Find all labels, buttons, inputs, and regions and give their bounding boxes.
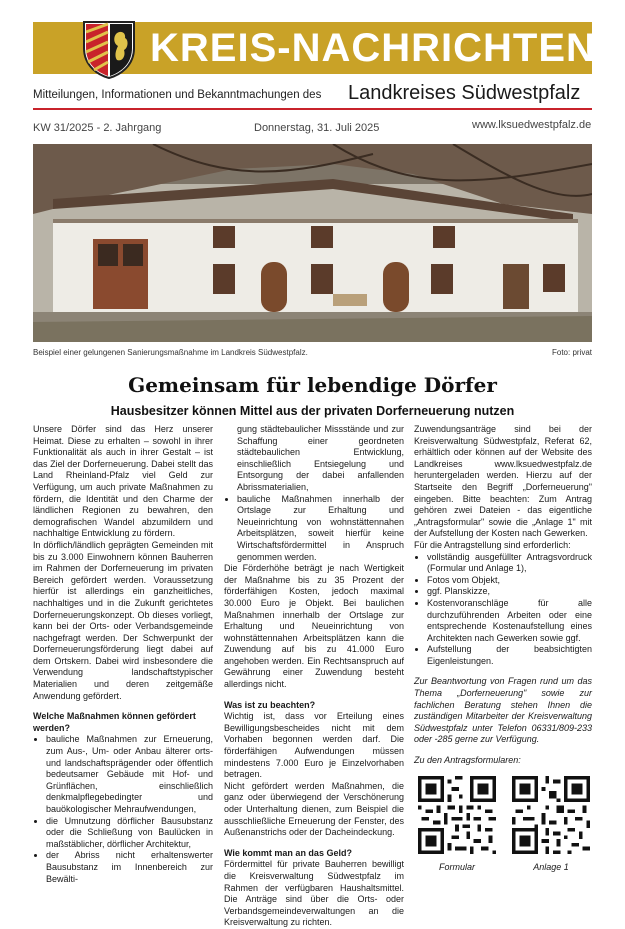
article-column-3 <box>414 424 592 767</box>
qr-code-formular-icon[interactable] <box>418 776 496 854</box>
article-headline: Gemeinsam für lebendige Dörfer <box>128 373 497 397</box>
list-item: • ggf. Planskizze, <box>427 586 592 598</box>
list-item: • bauliche Maßnahmen innerhalb der Ortslage zur Erhaltung und Neueinrichtung von wohnstättennahen Arbeitsplätzen, soweit hierfür keine Wirtschaftsfördermittel in Anspruch genommen werden. <box>237 494 404 564</box>
issue-date: Donnerstag, 31. Juli 2025 <box>254 122 380 134</box>
issue-number: KW 31/2025 - 2. Jahrgang <box>33 122 162 134</box>
masthead-district: Landkreises Südwestpfalz <box>348 82 581 104</box>
paragraph: Für die Antragstellung sind erforderlich: <box>414 539 571 550</box>
paragraph: Die Förderhöhe beträgt je nach Wertigkeit der Maßnahme bis zu 35 Prozent der förderfähigen Kosten, jedoch maximal 30.000 Euro je Objekt. Bei baulichen Maßnahmen innerhalb der Ortslage zur Erhaltung und Neueinrichtung von wohnstättennahen Arbeitsplätzen kann die Zuwendung auf bis zu 41.000 Euro angehoben werden. Ein Rechtsanspruch auf Gewährung einer Zuwendung besteht allerdings nicht. <box>224 563 404 690</box>
qr-label-formular: Formular <box>438 862 475 872</box>
photo-credit: Foto: privat <box>551 348 592 357</box>
list-item: • bauliche Maßnahmen zur Erneuerung, zum Aus-, Um- oder Anbau älterer orts- und landschaftsprägender oder öffentlich bedeutsamer Gebäude mit Hof- und Grünflächen, einschließlich denkmalpflegebedingter und bauökologischer Mehraufwendungen, <box>46 734 213 815</box>
list-item: • die Umnutzung dörflicher Bausubstanz oder die Schließung von Baulücken in maßstäblicher, dörflicher Architektur, <box>46 816 213 851</box>
list-item: • vollständig ausgefüllter Antragsvordruck (Formular und Anlage 1), <box>427 552 592 575</box>
paragraph: In dörflich/ländlich geprägten Gemeinden mit bis zu 3.000 Einwohnern können Bauherren im Rahmen der Dorferneuerung im privaten Bereich gefördert werden. Voraussetzung hierfür ist allerdings ein ganzheitliches, nachhaltiges und in die Zukunft gerichtetes Dorferneuerungskonzept. Ob dieses vorliegt, kann bei der Orts- oder Verbandsgemeinde nachgefragt werden. Der Schwerpunkt der Dorferneuerungsförderung liegt dabei auf dem Ortskern. Dabei wird insbesondere die Verwendung landschaftstypischer Materialien und deren zeitgemäße Anwendung gefördert. <box>33 539 213 701</box>
article-column-2 <box>224 424 404 929</box>
list-item: • Aufstellung der beabsichtigten Eigenleistungen. <box>427 644 592 667</box>
article-column-1 <box>33 424 213 885</box>
qr-label-anlage: Anlage 1 <box>533 862 569 872</box>
forms-intro: Zu den Antragsformularen: <box>414 755 521 766</box>
section-heading: Was ist zu beachten? <box>224 699 316 710</box>
list-item: • der Abriss nicht erhaltenswerter Bausubstanz im Innenbereich zur Bewälti- <box>46 850 213 885</box>
paragraph: Fördermittel für private Bauherren bewilligt die Kreisverwaltung Südwestpfalz im Rahmen der verfügbaren Haushaltsmittel. Die Anträge sind über die Orts- oder Verbandsgemeindeverwaltungen an die Kreisverwaltung zu richten. <box>224 859 404 928</box>
paragraph: Zuwendungsanträge sind bei der Kreisverwaltung Südwestpfalz, Referat 62, erhältlich oder können auf der Website des Landkreises www.lksuedwestpfalz.de heruntergeladen werden. Hierzu auf der Startseite den Begriff „Dorferneuerung" eingeben. Bitte beachten: Zum Antrag gehören zwei Dateien - das eigentliche „Antragsformular" sowie die „Anlage 1" mit der Aufstellung der Kosten nach Gewerken. <box>414 424 592 539</box>
list-item: • Kostenvoranschläge für alle durchzuführenden Arbeiten oder eine entsprechende Kostenaufstellung eines Architekten nach Gewerken sowie ggf. <box>427 598 592 644</box>
article-photo <box>33 144 592 342</box>
qr-code-anlage-icon[interactable] <box>512 776 590 854</box>
section-heading: Wie kommt man an das Geld? <box>224 847 352 858</box>
bullet-list <box>224 494 404 564</box>
masthead-subtitle: Mitteilungen, Informationen und Bekanntmachungen des <box>33 89 322 101</box>
website-link[interactable]: www.lksuedwestpfalz.de <box>472 119 592 131</box>
divider <box>33 108 592 110</box>
contact-note: Zur Beantwortung von Fragen rund um das Thema „Dorferneuerung" sowie zur fachlichen Beratung stehen Ihnen die zuständigen Mitarbeiter der Kreisverwaltung Südwestpfalz unter Telefon 06331/809-233 oder -285 gerne zur Verfügung. <box>414 676 592 745</box>
paragraph: Nicht gefördert werden Maßnahmen, die ganz oder überwiegend der Verschönerung oder Unterhaltung dienen, zum Beispiel die ausschließliche Erneuerung der Fenster, des Außenanstrichs oder der Dacheindeckung. <box>224 780 404 838</box>
paragraph: Wichtig ist, dass vor Erteilung eines Bewilligungsbescheides nicht mit dem Vorhaben begonnen werden darf. Die förderfähigen Aufwendungen müssen mindestens 7.000 Euro je Einzelvorhaben betragen. <box>224 711 404 780</box>
list-item: • Fotos vom Objekt, <box>427 575 592 587</box>
bullet-list <box>33 734 213 885</box>
photo-caption: Beispiel einer gelungenen Sanierungsmaßnahme im Landkreis Südwestpfalz. <box>33 348 308 357</box>
paragraph: Unsere Dörfer sind das Herz unserer Heimat. Diese zu erhalten – sowohl in ihrer Funktionalität als auch in ihrer Gestalt – ist das Ziel der Dorferneuerung. Dabei stellt das Land Rheinland-Pfalz viel Geld zur Verfügung, um auch private Maßnahmen zu fördern, die Identität und den Charme der ländlichen Regionen zu bewahren, den demografischen Wandel abzumildern und nachhaltige Entwicklung zu fördern. <box>33 424 213 539</box>
bullet-list <box>414 552 592 668</box>
masthead-title: KREIS-NACHRICHTEN <box>150 26 596 70</box>
article-subheadline: Hausbesitzer können Mittel aus der privaten Dorferneuerung nutzen <box>110 404 515 418</box>
paragraph: gung städtebaulicher Missstände und zur Schaffung einer geordneten städtebaulichen Entwicklung, einschließlich Entsiegelung und Entsorgung der dabei anfallenden Abrissmaterialien, <box>237 424 404 492</box>
coat-of-arms-icon <box>80 18 138 80</box>
section-heading: Welche Maßnahmen können gefördert werden? <box>33 711 196 733</box>
